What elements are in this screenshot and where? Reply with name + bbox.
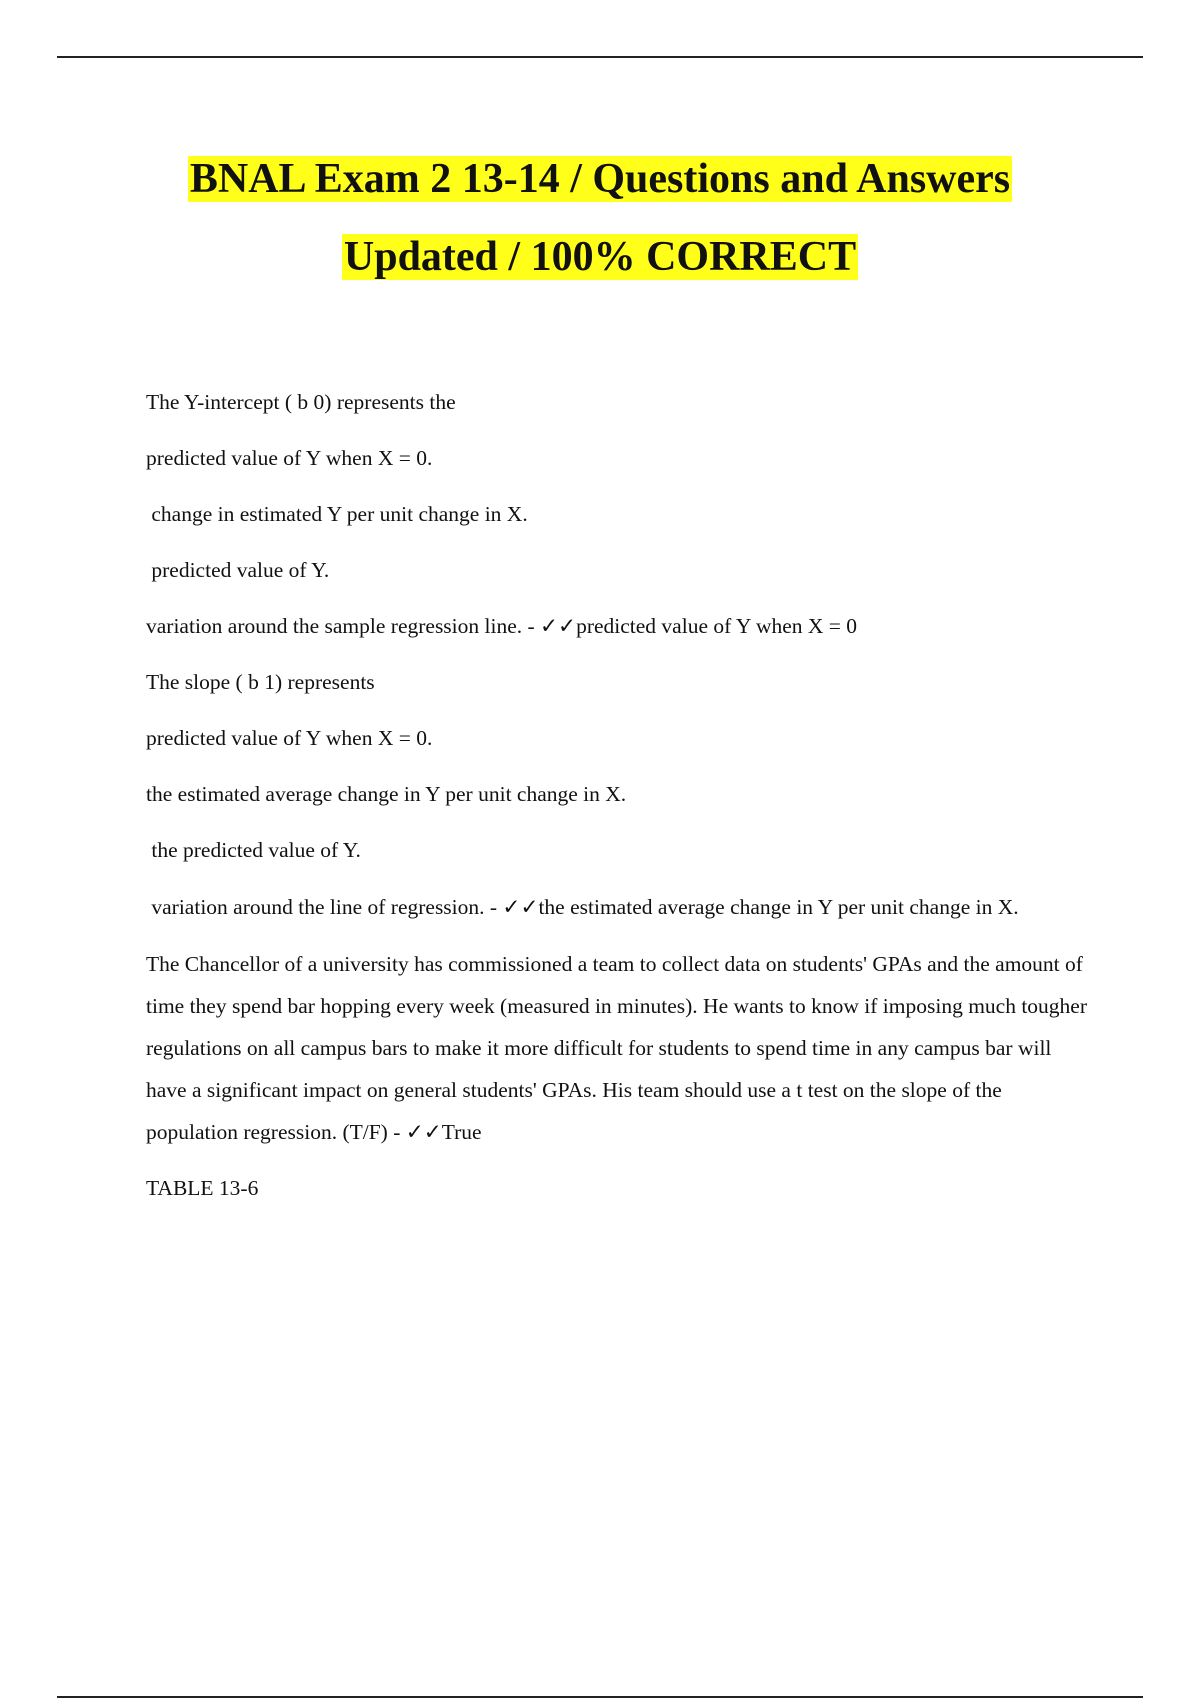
question-2-stem: The slope ( b 1) represents (146, 670, 375, 694)
document-body (146, 382, 1092, 1224)
question-2-option-b: the estimated average change in Y per unit change in X. (146, 782, 627, 806)
question-1-option-d-answer: variation around the sample regression line. - ✓✓predicted value of Y when X = 0 (146, 614, 858, 638)
title-text-2: Updated / 100% CORRECT (343, 234, 857, 280)
title-line-2 (0, 218, 1200, 296)
question-3-paragraph: The Chancellor of a university has commissioned a team to collect data on students' GPAs and the amount of time they spend bar hopping every week (measured in minutes). He wants to know if imposing much tougher regulations on all campus bars to make it more difficult for students to spend time in any campus bar will have a significant impact on general students' GPAs. His team should use a t test on the slope of the population regression. (T/F) - ✓✓True (146, 952, 1093, 1144)
question-2-option-d-answer: variation around the line of regression. - ✓✓the estimated average change in Y per unit change in X. (146, 895, 1019, 919)
top-rule (57, 56, 1143, 58)
question-1-option-a: predicted value of Y when X = 0. (146, 446, 433, 470)
question-2-option-c: the predicted value of Y. (146, 838, 361, 862)
question-1-option-c: predicted value of Y. (146, 558, 330, 582)
question-1-stem: The Y-intercept ( b 0) represents the (146, 390, 456, 414)
title-line-1 (0, 140, 1200, 218)
question-2-option-a: predicted value of Y when X = 0. (146, 726, 433, 750)
document-title (0, 140, 1200, 296)
table-heading: TABLE 13-6 (146, 1176, 259, 1200)
bottom-rule (57, 1696, 1143, 1698)
question-1-option-b: change in estimated Y per unit change in X. (146, 502, 528, 526)
title-text-1: BNAL Exam 2 13-14 / Questions and Answers (189, 156, 1011, 202)
